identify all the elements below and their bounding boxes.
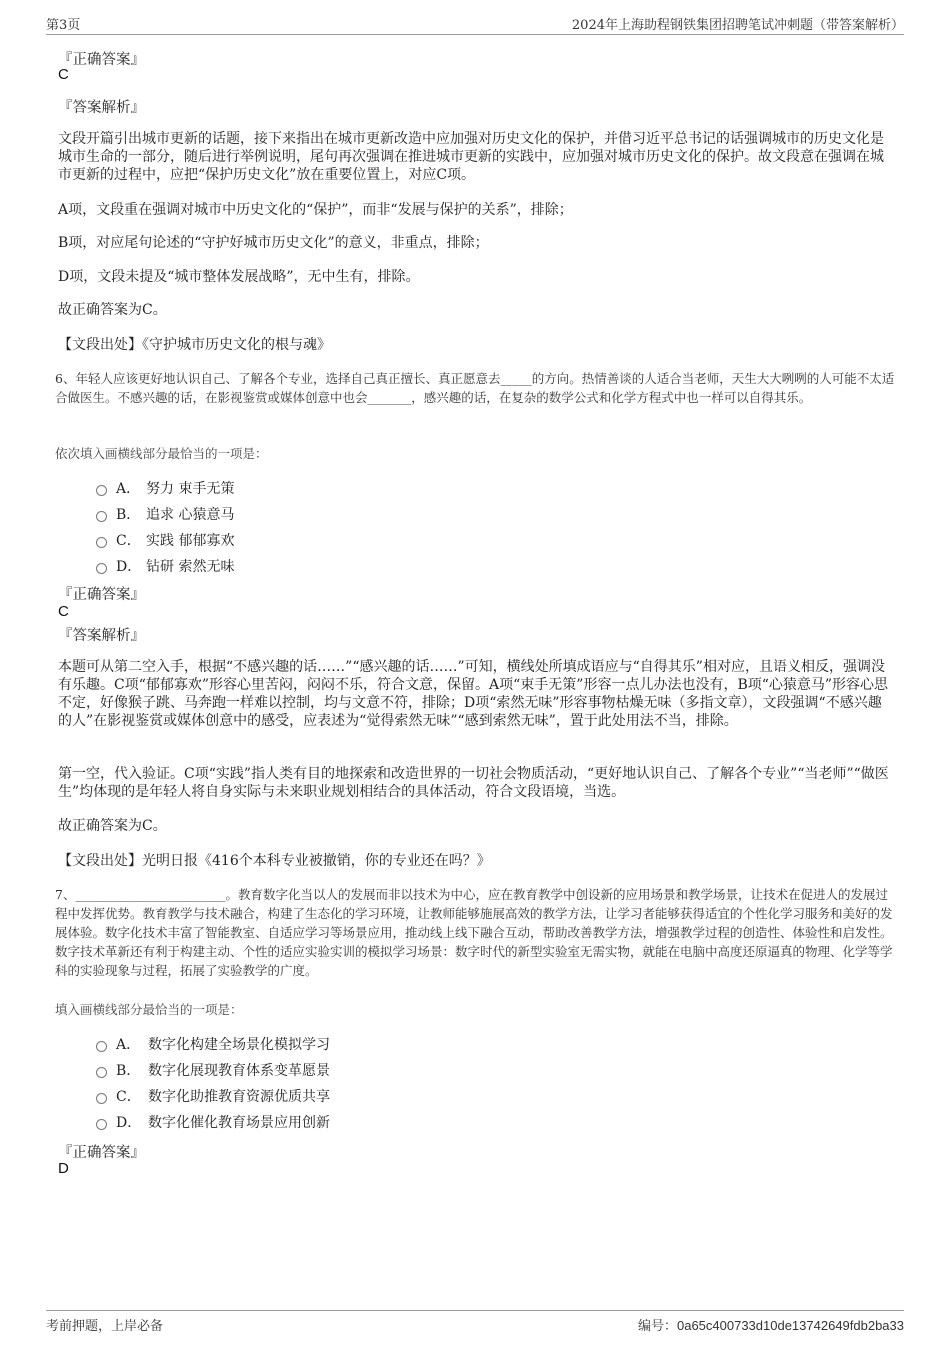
document-title: 2024年上海助程钢铁集团招聘笔试冲刺题（带答案解析） (571, 18, 904, 33)
question-prompt: 填入画横线部分最恰当的一项是： (55, 1002, 243, 1017)
page-footer (46, 1310, 904, 1335)
analysis-paragraph: B项，对应尾句论述的“守护好城市历史文化”的意义，非重点，排除； (58, 235, 489, 251)
analysis-conclusion: 故正确答案为C。 (58, 818, 167, 834)
option-c[interactable]: C． 数字化助推教育资源优质共享 (96, 1086, 330, 1106)
page-header (46, 12, 904, 35)
radio-icon[interactable] (96, 1093, 107, 1104)
analysis-paragraph: D项，文段未提及“城市整体发展战略”，无中生有，排除。 (58, 269, 420, 285)
option-d[interactable]: D． 钻研 索然无味 (96, 556, 234, 576)
footer-slogan: 考前押题，上岸必备 (46, 1319, 164, 1334)
source-citation: 【文段出处】《守护城市历史文化的根与魂》 (58, 337, 331, 353)
answer-label: 『正确答案』 (58, 1145, 145, 1161)
answer-label: 『正确答案』 (58, 587, 145, 603)
option-b[interactable]: B． 追求 心猿意马 (96, 504, 234, 524)
analysis-conclusion: 故正确答案为C。 (58, 302, 167, 318)
question-stem: 7、________________________。教育数字化当以人的发展而非以技术为中心，应在教育教学中创设新的应用场景和教学场景，让技术在促进人的发展过程中发挥优势。教育教学与技术融合，构建了生态化的学习环境，让教师能够施展高效的教学方法，让学习者能够获得适宜的个性化学习服务和美好的发展体验。数字化技术丰富了智能教室、自适应学习等场景应用，推动线上线下融合互动，帮助改善教学方法，增强教学过程的创造性、体验性和启发性。数字技术革新还有利于构建主动、个性的适应实验实训的模拟学习场景：数字时代的新型实验室无需实物，就能在电脑中高度还原逼真的物理、化学等学科的实验现象与过程，拓展了实验教学的广度。 (55, 887, 893, 978)
option-c[interactable]: C． 实践 郁郁寡欢 (96, 530, 234, 550)
option-d[interactable]: D． 数字化催化教育场景应用创新 (96, 1112, 330, 1132)
analysis-paragraph: 本题可从第二空入手，根据“不感兴趣的话……”“感兴趣的话……”可知，横线处所填成语应与“自得其乐”相对应，且语义相反，强调没有乐趣。C项“郁郁寡欢”形容心里苦闷，闷闷不乐，符合文意，保留。A项“束手无策”形容一点儿办法也没有，B项“心猿意马”形容心思不定，好像猴子跳、马奔跑一样难以控制，均与文意不符，排除；D项“索然无味”形容事物枯燥无味（多指文章），文段强调“不感兴趣的人”在影视鉴赏或媒体创意中的感受，应表述为“觉得索然无味”“感到索然无味”，置于此处用法不当，排除。 (58, 659, 889, 729)
answer-value: C (58, 66, 69, 83)
question-stem: 6、年轻人应该更好地认识自己、了解各个专业，选择自己真正擅长、真正愿意去_____的方向。热情善谈的人适合当老师，天生大大咧咧的人可能不太适合做医生。不感兴趣的话，在影视鉴赏或媒体创意中也会_______，感兴趣的话，在复杂的数学公式和化学方程式中也一样可以自得其乐。 (55, 371, 895, 405)
document-id (638, 1315, 904, 1334)
option-a[interactable]: A． 数字化构建全场景化模拟学习 (96, 1034, 330, 1054)
question-prompt: 依次填入画横线部分最恰当的一项是： (55, 446, 268, 461)
radio-icon[interactable] (96, 485, 107, 496)
answer-value: C (58, 603, 69, 620)
analysis-label: 『答案解析』 (58, 628, 145, 644)
analysis-label: 『答案解析』 (58, 100, 145, 116)
analysis-paragraph: 文段开篇引出城市更新的话题，接下来指出在城市更新改造中应加强对历史文化的保护，并借习近平总书记的话强调城市的历史文化是城市生命的一部分，随后进行举例说明，尾句再次强调在推进城市更新的实践中，应加强对城市历史文化的保护。故文段意在强调在城市更新的过程中，应把“保护历史文化”放在重要位置上，对应C项。 (58, 131, 884, 183)
radio-icon[interactable] (96, 1067, 107, 1078)
option-a[interactable]: A． 努力 束手无策 (96, 478, 234, 498)
radio-icon[interactable] (96, 1041, 107, 1052)
document-id-value: 0a65c400733d10de13742649fdb2ba33 (676, 1318, 904, 1333)
page-number: 第3页 (46, 18, 81, 33)
analysis-paragraph: 第一空，代入验证。C项“实践”指人类有目的地探索和改造世界的一切社会物质活动，“更好地认识自己、了解各个专业”“当老师”“做医生”均体现的是年轻人将自身实际与未来职业规划相结合的具体活动，符合文段语境，当选。 (58, 766, 889, 800)
answer-label: 『正确答案』 (58, 52, 145, 68)
source-citation: 【文段出处】光明日报《416个本科专业被撤销，你的专业还在吗？》 (58, 853, 491, 869)
document-id-label: 编号： (637, 1319, 677, 1334)
analysis-paragraph: A项，文段重在强调对城市中历史文化的“保护”，而非“发展与保护的关系”，排除； (58, 202, 573, 218)
radio-icon[interactable] (96, 511, 107, 522)
radio-icon[interactable] (96, 1119, 107, 1130)
radio-icon[interactable] (96, 563, 107, 574)
option-b[interactable]: B． 数字化展现教育体系变革愿景 (96, 1060, 330, 1080)
answer-value: D (58, 1160, 69, 1177)
radio-icon[interactable] (96, 537, 107, 548)
